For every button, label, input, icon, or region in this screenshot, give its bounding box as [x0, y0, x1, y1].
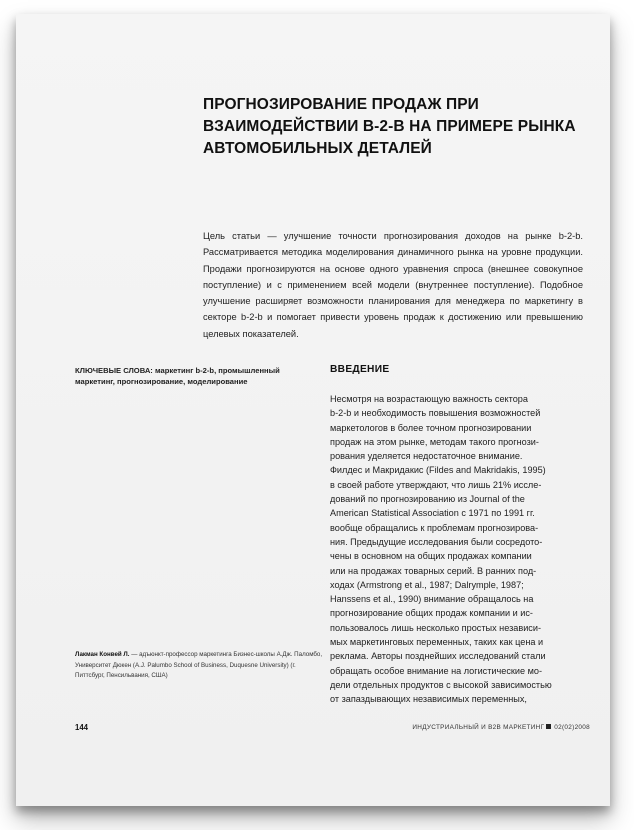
article-abstract: Цель статьи — улучшение точности прогнозирования доходов на рынке b-2-b. Рассматривается методика моделирования динамичного рынка на уровне продукции. Продажи прогнозируются на основе одного уравнения спроса (внешнее совокупное поступление) и с применением всей модели (внутреннее поступление). Подобное улучшение расширяет возможности планирования для менеджера по маркетингу в секторе b-2-b и помогает привести уровень продаж к достижению или превышению целевых показателей. [203, 231, 583, 339]
footer-journal [412, 724, 590, 731]
journal-issue: 02(02)2008 [554, 724, 590, 731]
keywords-text: маркетинг b-2-b, промышленный маркетинг, прогнозирование, моделирование [75, 366, 280, 386]
intro-heading: ВВЕДЕНИЕ [330, 364, 390, 375]
author-note [75, 650, 325, 682]
keywords-block [75, 365, 315, 387]
journal-name: ИНДУСТРИАЛЬНЫЙ И B2B МАРКЕТИНГ [412, 724, 545, 731]
author-name: Лакман Конвей Л. [75, 651, 130, 658]
article-title: ПРОГНОЗИРОВАНИЕ ПРОДАЖ ПРИ ВЗАИМОДЕЙСТВИИ B-2-B НА ПРИМЕРЕ РЫНКА АВТОМОБИЛЬНЫХ ДЕТАЛЕЙ [203, 96, 576, 157]
author-bio: — адъюнкт-профессор маркетинга Бизнес-школы А.Дж. Паломбо, Университет Дюкен (A.J. Palumbo School of Business, Duquesne University) (г. Питтсбург, Пенсильвания, США) [75, 651, 323, 680]
page-number: 144 [75, 723, 89, 732]
keywords-label: КЛЮЧЕВЫЕ СЛОВА: [75, 366, 153, 375]
square-bullet-icon [546, 724, 551, 729]
intro-body: Несмотря на возрастающую важность сектора b-2-b и необходимость повышения возможностей маркетологов в более точном прогнозировании продаж на этом рынке, методам такого прогнози- рования уделяется недостаточное внимание. Филдес и Макридакис (Fildes and Makridakis, 1995) в своей работе утверждают, что лишь 21% иссле- дований по прогнозированию из Journal of the American Statistical Association с 1971 по 1991 гг. вообще обращались к проблемам прогнозирова- ния. Предыдущие исследования были сосредото- чены в основном на общих продажах компании или на продажах товарных серий. В ранних под- ходах (Armstrong et al., 1987; Dalrymple, 1987; Hanssens et al., 1990) внимание обращалось на прогнозирование общих продаж компании и ис- пользовалось лишь несколько простых независи- мых маркетинговых переменных, таких как цена и реклама. Авторы позднейших исследований стали обращать особое внимание на логистические мо- дели отдельных продуктов с высокой зависимостью от запаздывающих независимых переменных, [330, 394, 552, 705]
